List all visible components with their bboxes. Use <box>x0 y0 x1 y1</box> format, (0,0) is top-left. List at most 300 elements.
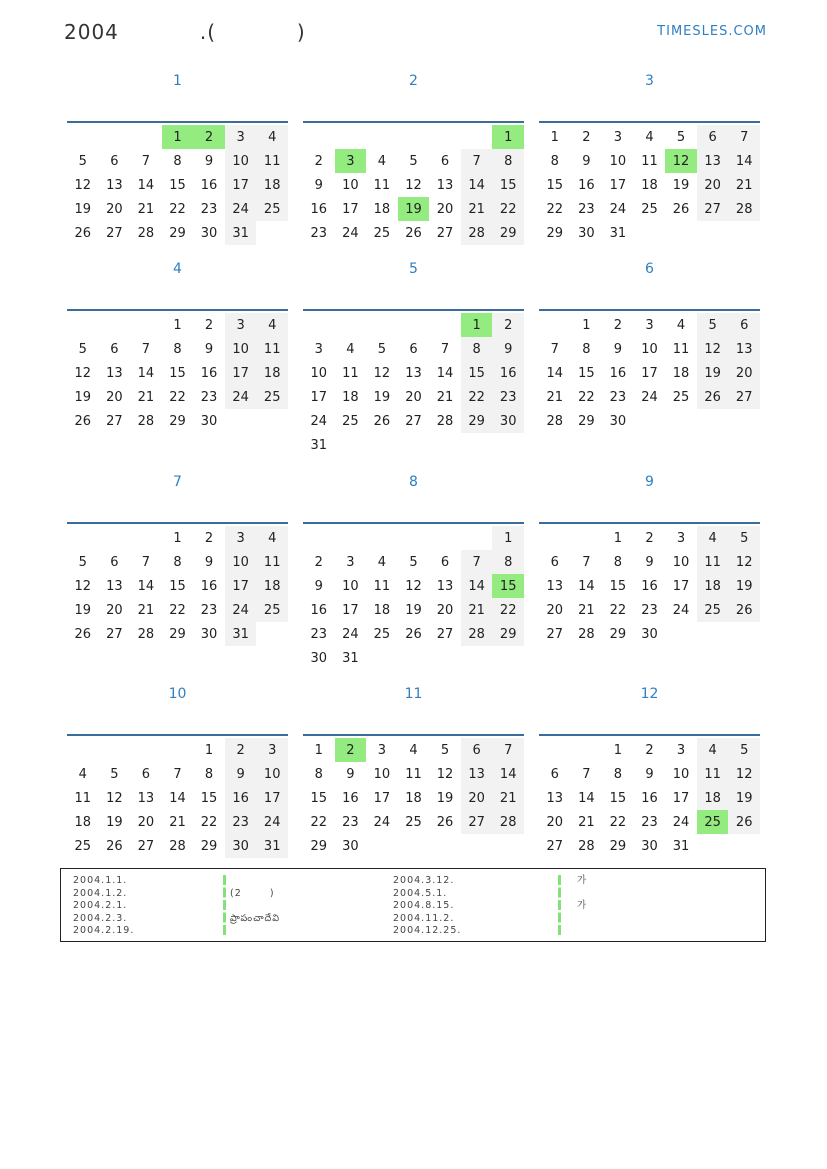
empty-cell <box>461 125 493 149</box>
day-cell: 7 <box>173 766 182 782</box>
day-cell: 14 <box>728 149 760 173</box>
month-1 <box>67 73 288 241</box>
day-cell: 24 <box>256 810 288 834</box>
day-cell: 13 <box>461 762 493 786</box>
day-cell: 29 <box>492 622 524 646</box>
day-cell: 6 <box>141 766 151 782</box>
day-cell: 23 <box>609 389 627 405</box>
day-cell: 28 <box>137 413 155 429</box>
day-cell: 17 <box>672 790 690 806</box>
day-cell: 30 <box>641 838 658 854</box>
day-cell: 22 <box>169 389 186 405</box>
day-cell: 31 <box>225 622 257 646</box>
day-cell: 7 <box>550 341 559 357</box>
month-11 <box>303 686 524 854</box>
legend-line: 2004.2.3. <box>73 912 128 924</box>
day-cell: 5 <box>110 766 119 782</box>
day-cell: 17 <box>672 578 690 594</box>
day-cell: 12 <box>697 337 729 361</box>
site-logo[interactable]: TIMESLES.COM <box>657 24 767 39</box>
day-cell: 9 <box>582 153 591 169</box>
empty-cell <box>366 526 398 550</box>
day-cell: 2 <box>225 738 257 762</box>
day-cell: 6 <box>728 313 760 337</box>
legend-marker-right <box>558 875 561 937</box>
holiday-cell: 2 <box>193 125 225 149</box>
day-cell: 31 <box>225 221 257 245</box>
day-cell: 21 <box>728 173 760 197</box>
month-grid <box>67 309 288 433</box>
day-cell: 15 <box>578 365 595 381</box>
day-cell: 6 <box>461 738 493 762</box>
day-cell: 20 <box>546 602 564 618</box>
day-cell: 16 <box>200 578 218 594</box>
day-cell: 10 <box>373 766 391 782</box>
day-cell: 18 <box>697 574 729 598</box>
day-cell: 19 <box>373 389 391 405</box>
day-cell: 23 <box>342 814 359 830</box>
day-cell: 27 <box>106 413 123 429</box>
month-grid <box>539 734 760 858</box>
legend-line: 2004.1.1. <box>73 875 128 886</box>
day-cell: 16 <box>578 177 595 193</box>
empty-cell <box>130 125 162 149</box>
day-cell: 15 <box>492 173 524 197</box>
day-cell: 19 <box>436 790 454 806</box>
day-cell: 9 <box>204 554 214 570</box>
day-cell: 4 <box>256 313 288 337</box>
day-cell: 7 <box>492 738 524 762</box>
month-7 <box>67 474 288 642</box>
day-cell: 24 <box>641 389 658 405</box>
day-cell: 24 <box>225 197 257 221</box>
day-cell: 22 <box>492 197 524 221</box>
day-cell: 22 <box>578 389 595 405</box>
day-cell: 16 <box>310 602 328 618</box>
day-cell: 16 <box>200 177 218 193</box>
empty-cell <box>303 526 335 550</box>
day-cell: 2 <box>204 530 214 546</box>
month-name: 11 <box>404 686 423 702</box>
day-cell: 13 <box>728 337 760 361</box>
month-name: 1 <box>173 73 182 89</box>
day-cell: 15 <box>609 578 627 594</box>
day-cell: 11 <box>256 550 288 574</box>
day-cell: 18 <box>256 361 288 385</box>
day-cell: 20 <box>436 201 454 217</box>
legend-line: 2004.1.2. <box>73 887 128 899</box>
month-6 <box>539 261 760 429</box>
day-cell: 4 <box>409 742 418 758</box>
day-cell: 25 <box>373 225 391 241</box>
day-cell: 18 <box>405 790 422 806</box>
day-cell: 10 <box>342 177 359 193</box>
day-cell: 14 <box>492 762 524 786</box>
day-cell: 8 <box>550 153 559 169</box>
day-cell: 26 <box>74 413 92 429</box>
month-2 <box>303 73 524 241</box>
day-cell: 30 <box>310 650 328 666</box>
day-cell: 13 <box>546 790 564 806</box>
day-cell: 27 <box>106 626 123 642</box>
day-cell: 28 <box>492 810 524 834</box>
holiday-cell: 1 <box>492 125 524 149</box>
day-cell: 12 <box>728 762 760 786</box>
day-cell: 17 <box>373 790 391 806</box>
day-cell: 22 <box>609 602 627 618</box>
day-cell: 3 <box>225 125 257 149</box>
day-cell: 5 <box>676 129 686 145</box>
day-cell: 17 <box>310 389 328 405</box>
holiday-cell: 19 <box>398 197 430 221</box>
day-cell: 9 <box>204 341 214 357</box>
month-name: 7 <box>173 474 182 490</box>
day-cell: 22 <box>169 602 186 618</box>
day-cell: 13 <box>137 790 155 806</box>
day-cell: 12 <box>106 790 123 806</box>
day-cell: 26 <box>373 413 391 429</box>
day-cell: 28 <box>578 626 595 642</box>
day-cell: 23 <box>225 810 257 834</box>
holiday-cell: 1 <box>162 125 194 149</box>
day-cell: 8 <box>173 341 182 357</box>
day-cell: 8 <box>582 341 591 357</box>
day-cell: 5 <box>78 153 87 169</box>
day-cell: 8 <box>613 766 623 782</box>
day-cell: 20 <box>697 173 729 197</box>
empty-cell <box>99 526 131 550</box>
day-cell: 12 <box>74 177 92 193</box>
day-cell: 11 <box>256 337 288 361</box>
empty-cell <box>67 738 99 762</box>
day-cell: 13 <box>546 578 564 594</box>
day-cell: 24 <box>342 225 359 241</box>
day-cell: 19 <box>74 201 92 217</box>
day-cell: 16 <box>492 361 524 385</box>
holiday-cell: 1 <box>461 313 493 337</box>
day-cell: 1 <box>314 742 323 758</box>
day-cell: 25 <box>697 598 729 622</box>
day-cell: 1 <box>173 317 182 333</box>
day-cell: 12 <box>74 365 92 381</box>
month-grid <box>303 309 524 457</box>
day-cell: 9 <box>492 337 524 361</box>
day-cell: 6 <box>110 341 119 357</box>
day-cell: 1 <box>550 129 559 145</box>
day-cell: 3 <box>377 742 387 758</box>
day-cell: 15 <box>310 790 328 806</box>
day-cell: 26 <box>697 385 729 409</box>
day-cell: 21 <box>461 197 493 221</box>
day-cell: 30 <box>342 838 359 854</box>
day-cell: 31 <box>256 834 288 858</box>
page-header <box>0 0 827 60</box>
day-cell: 10 <box>256 762 288 786</box>
day-cell: 14 <box>546 365 564 381</box>
day-cell: 23 <box>200 602 218 618</box>
day-cell: 5 <box>377 341 387 357</box>
day-cell: 31 <box>609 225 627 241</box>
empty-cell <box>335 313 367 337</box>
empty-cell <box>67 125 99 149</box>
legend-line: 2004.11.2. <box>393 912 455 924</box>
legend-line: (2 ) <box>230 887 275 899</box>
day-cell: 28 <box>461 622 493 646</box>
day-cell: 26 <box>728 598 760 622</box>
day-cell: 18 <box>672 365 690 381</box>
day-cell: 27 <box>546 626 564 642</box>
day-cell: 17 <box>256 786 288 810</box>
day-cell: 4 <box>256 125 288 149</box>
day-cell: 12 <box>74 578 92 594</box>
legend-line: 2004.2.1. <box>73 900 128 911</box>
day-cell: 6 <box>110 554 119 570</box>
day-cell: 1 <box>173 530 182 546</box>
day-cell: 29 <box>310 838 328 854</box>
legend-line: 가 <box>577 875 588 886</box>
empty-cell <box>429 526 461 550</box>
day-cell: 2 <box>204 317 214 333</box>
month-name: 4 <box>173 261 182 277</box>
day-cell: 31 <box>310 437 328 453</box>
day-cell: 10 <box>225 149 257 173</box>
day-cell: 3 <box>645 317 654 333</box>
empty-cell <box>335 526 367 550</box>
day-cell: 11 <box>256 149 288 173</box>
empty-cell <box>398 526 430 550</box>
day-cell: 29 <box>609 626 627 642</box>
day-cell: 29 <box>492 221 524 245</box>
legend-line <box>577 888 587 901</box>
day-cell: 6 <box>440 153 450 169</box>
day-cell: 9 <box>613 341 623 357</box>
day-cell: 5 <box>728 738 760 762</box>
day-cell: 23 <box>641 602 658 618</box>
day-cell: 31 <box>342 650 359 666</box>
day-cell: 19 <box>728 574 760 598</box>
day-cell: 8 <box>173 554 182 570</box>
day-cell: 21 <box>461 598 493 622</box>
day-cell: 4 <box>697 526 729 550</box>
day-cell: 25 <box>641 201 658 217</box>
day-cell: 11 <box>697 762 729 786</box>
month-grid <box>67 734 288 858</box>
day-cell: 13 <box>436 578 454 594</box>
day-cell: 21 <box>137 201 155 217</box>
day-cell: 16 <box>225 786 257 810</box>
day-cell: 5 <box>697 313 729 337</box>
day-cell: 17 <box>225 173 257 197</box>
month-3 <box>539 73 760 241</box>
day-cell: 27 <box>697 197 729 221</box>
day-cell: 10 <box>342 578 359 594</box>
day-cell: 11 <box>697 550 729 574</box>
day-cell: 15 <box>200 790 218 806</box>
day-cell: 21 <box>436 389 454 405</box>
day-cell: 19 <box>697 361 729 385</box>
day-cell: 2 <box>314 153 323 169</box>
day-cell: 25 <box>342 413 359 429</box>
day-cell: 12 <box>373 365 391 381</box>
day-cell: 25 <box>672 389 690 405</box>
day-cell: 20 <box>546 814 564 830</box>
legend-line <box>577 925 587 938</box>
month-4 <box>67 261 288 429</box>
empty-cell <box>429 125 461 149</box>
day-cell: 23 <box>641 814 658 830</box>
day-cell: 26 <box>672 201 690 217</box>
day-cell: 3 <box>256 738 288 762</box>
month-name: 5 <box>409 261 418 277</box>
day-cell: 27 <box>546 838 564 854</box>
day-cell: 13 <box>106 578 123 594</box>
day-cell: 11 <box>641 153 658 169</box>
empty-cell <box>303 313 335 337</box>
day-cell: 20 <box>106 389 123 405</box>
day-cell: 3 <box>676 742 686 758</box>
empty-cell <box>130 526 162 550</box>
month-grid <box>303 734 524 858</box>
day-cell: 12 <box>405 578 422 594</box>
day-cell: 16 <box>310 201 328 217</box>
day-cell: 25 <box>405 814 422 830</box>
day-cell: 9 <box>346 766 355 782</box>
day-cell: 18 <box>641 177 658 193</box>
day-cell: 9 <box>204 153 214 169</box>
empty-cell <box>461 526 493 550</box>
day-cell: 14 <box>578 578 595 594</box>
empty-cell <box>366 313 398 337</box>
day-cell: 24 <box>609 201 627 217</box>
day-cell: 25 <box>256 385 288 409</box>
day-cell: 14 <box>578 790 595 806</box>
day-cell: 18 <box>256 173 288 197</box>
day-cell: 3 <box>613 129 623 145</box>
day-cell: 21 <box>578 602 595 618</box>
month-name: 12 <box>640 686 659 702</box>
month-5 <box>303 261 524 453</box>
legend-line <box>577 913 587 926</box>
day-cell: 30 <box>641 626 658 642</box>
day-cell: 4 <box>676 317 686 333</box>
month-8 <box>303 474 524 666</box>
day-cell: 28 <box>436 413 454 429</box>
day-cell: 9 <box>225 762 257 786</box>
day-cell: 22 <box>310 814 328 830</box>
day-cell: 18 <box>74 814 92 830</box>
day-cell: 7 <box>461 149 493 173</box>
day-cell: 10 <box>672 554 690 570</box>
day-cell: 27 <box>436 626 454 642</box>
day-cell: 14 <box>436 365 454 381</box>
day-cell: 17 <box>342 201 359 217</box>
day-cell: 15 <box>169 365 186 381</box>
month-grid <box>539 121 760 245</box>
day-cell: 30 <box>225 834 257 858</box>
month-name: 6 <box>645 261 654 277</box>
day-cell: 7 <box>461 550 493 574</box>
day-cell: 2 <box>645 530 654 546</box>
legend-line: 2004.12.25. <box>393 925 462 936</box>
day-cell: 29 <box>609 838 627 854</box>
day-cell: 15 <box>461 361 493 385</box>
day-cell: 20 <box>106 201 123 217</box>
empty-cell <box>99 738 131 762</box>
day-cell: 19 <box>74 389 92 405</box>
day-cell: 5 <box>78 341 87 357</box>
day-cell: 19 <box>405 602 422 618</box>
day-cell: 8 <box>461 337 493 361</box>
day-cell: 16 <box>200 365 218 381</box>
day-cell: 25 <box>373 626 391 642</box>
day-cell: 24 <box>672 602 690 618</box>
day-cell: 29 <box>200 838 218 854</box>
day-cell: 21 <box>137 602 155 618</box>
legend-left-dates <box>73 875 134 938</box>
holiday-cell: 15 <box>492 574 524 598</box>
day-cell: 24 <box>373 814 391 830</box>
day-cell: 7 <box>728 125 760 149</box>
day-cell: 23 <box>310 225 328 241</box>
day-cell: 6 <box>409 341 418 357</box>
day-cell: 28 <box>137 626 155 642</box>
day-cell: 19 <box>728 786 760 810</box>
day-cell: 28 <box>546 413 564 429</box>
day-cell: 23 <box>492 385 524 409</box>
day-cell: 25 <box>256 197 288 221</box>
day-cell: 17 <box>225 361 257 385</box>
month-grid <box>303 522 524 670</box>
empty-cell <box>571 526 603 550</box>
day-cell: 27 <box>137 838 155 854</box>
day-cell: 5 <box>409 153 418 169</box>
month-12 <box>539 686 760 854</box>
legend-line <box>230 925 280 938</box>
day-cell: 3 <box>346 554 355 570</box>
legend-line: 2004.3.12. <box>393 875 455 886</box>
day-cell: 10 <box>641 341 658 357</box>
day-cell: 26 <box>106 838 123 854</box>
day-cell: 6 <box>110 153 119 169</box>
day-cell: 26 <box>728 810 760 834</box>
day-cell: 2 <box>492 313 524 337</box>
day-cell: 3 <box>676 530 686 546</box>
day-cell: 8 <box>492 550 524 574</box>
empty-cell <box>99 313 131 337</box>
holiday-cell: 25 <box>697 810 729 834</box>
empty-cell <box>539 526 571 550</box>
day-cell: 25 <box>256 598 288 622</box>
day-cell: 24 <box>672 814 690 830</box>
day-cell: 26 <box>405 626 422 642</box>
day-cell: 4 <box>256 526 288 550</box>
day-cell: 30 <box>200 225 218 241</box>
day-cell: 9 <box>645 766 654 782</box>
day-cell: 27 <box>461 810 493 834</box>
day-cell: 11 <box>373 578 391 594</box>
day-cell: 14 <box>137 578 155 594</box>
day-cell: 20 <box>461 786 493 810</box>
day-cell: 8 <box>613 554 623 570</box>
day-cell: 19 <box>74 602 92 618</box>
day-cell: 4 <box>645 129 654 145</box>
day-cell: 27 <box>106 225 123 241</box>
day-cell: 14 <box>169 790 186 806</box>
empty-cell <box>67 526 99 550</box>
day-cell: 15 <box>546 177 564 193</box>
empty-cell <box>571 738 603 762</box>
day-cell: 14 <box>461 173 493 197</box>
